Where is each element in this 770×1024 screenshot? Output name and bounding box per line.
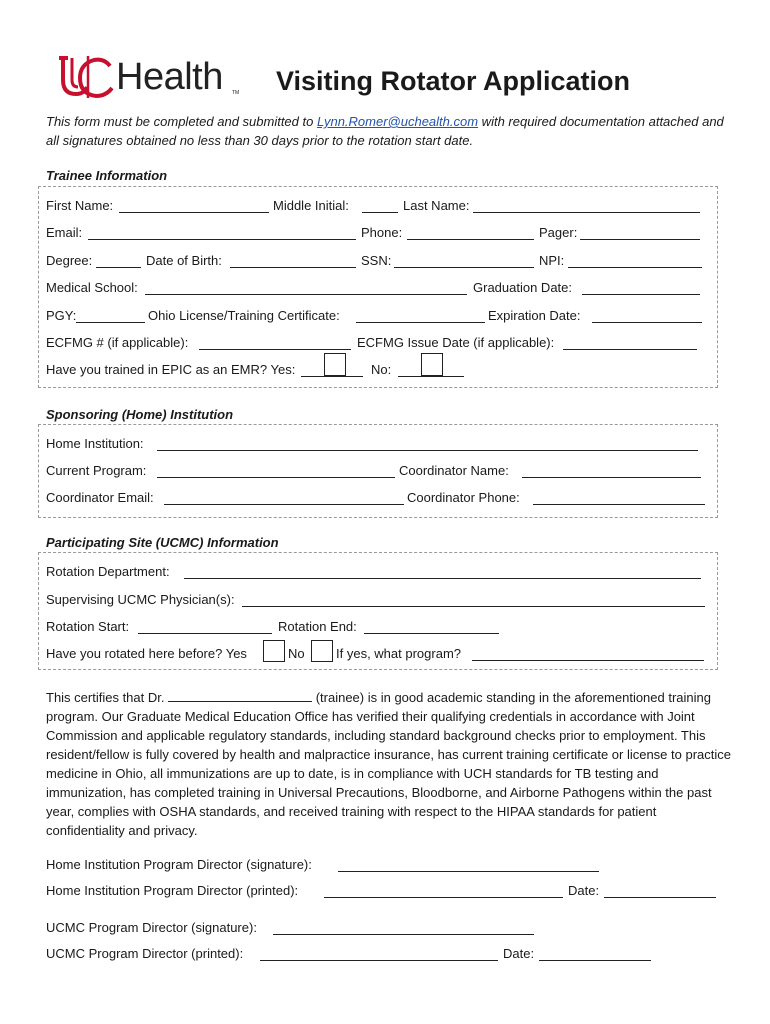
email-label: Email: xyxy=(46,225,83,240)
rotation-start-label: Rotation Start: xyxy=(46,619,130,634)
coordinator-phone-field[interactable] xyxy=(533,504,705,505)
home-institution-label: Home Institution: xyxy=(46,436,144,451)
degree-label: Degree: xyxy=(46,253,93,268)
ecfmg-field[interactable] xyxy=(199,349,351,350)
pager-field[interactable] xyxy=(580,239,700,240)
ucmc-date-field[interactable] xyxy=(539,960,651,961)
phone-label: Phone: xyxy=(361,225,403,240)
epic-yes-line xyxy=(301,376,363,377)
ucmc-date-label: Date: xyxy=(503,946,535,961)
npi-field[interactable] xyxy=(568,267,702,268)
ecfmg-issue-field[interactable] xyxy=(563,349,697,350)
coordinator-name-field[interactable] xyxy=(522,477,701,478)
intro-text xyxy=(46,112,726,150)
logo-tm: TM xyxy=(232,90,240,96)
dob-field[interactable] xyxy=(230,267,356,268)
ohio-license-field[interactable] xyxy=(356,322,485,323)
logo-brand-text: Health xyxy=(116,56,223,98)
coordinator-phone-label: Coordinator Phone: xyxy=(407,490,520,505)
ucmc-signature-label: UCMC Program Director (signature): xyxy=(46,920,257,935)
expiration-date-field[interactable] xyxy=(592,322,702,323)
rotation-end-field[interactable] xyxy=(364,633,499,634)
ssn-label: SSN: xyxy=(361,253,392,268)
home-signature-field[interactable] xyxy=(338,871,599,872)
home-date-label: Date: xyxy=(568,883,600,898)
sponsor-heading: Sponsoring (Home) Institution xyxy=(46,407,234,422)
home-printed-field[interactable] xyxy=(324,897,563,898)
supervising-physician-label: Supervising UCMC Physician(s): xyxy=(46,592,235,607)
ucmc-printed-field[interactable] xyxy=(260,960,498,961)
epic-yes-checkbox[interactable] xyxy=(324,353,346,376)
cert-before: This certifies that Dr. xyxy=(46,690,169,705)
supervising-physician-field[interactable] xyxy=(242,606,705,607)
medical-school-label: Medical School: xyxy=(46,280,138,295)
rotated-before-label: Have you rotated here before? Yes xyxy=(46,646,247,661)
coordinator-email-field[interactable] xyxy=(164,504,404,505)
degree-field[interactable] xyxy=(96,267,141,268)
epic-no-checkbox[interactable] xyxy=(421,353,443,376)
dob-label: Date of Birth: xyxy=(146,253,222,268)
rotation-department-label: Rotation Department: xyxy=(46,564,170,579)
medical-school-field[interactable] xyxy=(145,294,467,295)
ecfmg-label: ECFMG # (if applicable): xyxy=(46,335,189,350)
pager-label: Pager: xyxy=(539,225,578,240)
home-signature-label: Home Institution Program Director (signature): xyxy=(46,857,312,872)
home-institution-field[interactable] xyxy=(157,450,698,451)
middle-initial-field[interactable] xyxy=(362,212,398,213)
submission-email-link[interactable]: Lynn.Romer@uchealth.com xyxy=(316,114,479,129)
coordinator-email-label: Coordinator Email: xyxy=(46,490,154,505)
page-title: Visiting Rotator Application xyxy=(276,66,631,96)
current-program-label: Current Program: xyxy=(46,463,147,478)
trainee-section-box xyxy=(38,186,718,388)
first-name-field[interactable] xyxy=(119,212,269,213)
cert-after: (trainee) is in good academic standing in the aforementioned training program. Our Graduate Medical Education Office has verified their qualifying credentials in accordance with Joint Commission and applicable regulatory standards, including standard background checks prior to employment. This resident/fellow is fully covered by health and malpractice insurance, has current training certificate or license to practice medicine in Ohio, all immunizations are up to date, is in compliance with UCH standards for TB testing and immunization, has completed training in Universal Precautions, Bloodborne, and Airborne Pathogens within the past year, complies with OSHA standards, and received training with respect to the HIPAA standards for patient confidentiality and privacy. xyxy=(46,690,732,838)
uc-health-logo xyxy=(54,54,244,100)
trainee-heading: Trainee Information xyxy=(46,168,168,183)
intro-after: with required documentation attached and all signatures obtained no less than 30 days prior to the rotation start date. xyxy=(46,114,724,148)
rotation-start-field[interactable] xyxy=(138,633,272,634)
epic-question-label: Have you trained in EPIC as an EMR? Yes: xyxy=(46,362,296,377)
rotated-no-label: No xyxy=(288,646,305,661)
uc-logo-icon xyxy=(54,54,116,100)
pgy-label: PGY: xyxy=(46,308,77,323)
current-program-field[interactable] xyxy=(157,477,395,478)
if-yes-program-field[interactable] xyxy=(472,660,704,661)
last-name-label: Last Name: xyxy=(403,198,470,213)
npi-label: NPI: xyxy=(539,253,565,268)
graduation-date-field[interactable] xyxy=(582,294,700,295)
site-heading: Participating Site (UCMC) Information xyxy=(46,535,279,550)
certification-text xyxy=(46,688,736,840)
last-name-field[interactable] xyxy=(473,212,700,213)
epic-no-line xyxy=(398,376,464,377)
phone-field[interactable] xyxy=(407,239,534,240)
rotation-department-field[interactable] xyxy=(184,578,701,579)
ohio-license-label: Ohio License/Training Certificate: xyxy=(148,308,340,323)
first-name-label: First Name: xyxy=(46,198,114,213)
graduation-date-label: Graduation Date: xyxy=(473,280,573,295)
ucmc-signature-field[interactable] xyxy=(273,934,534,935)
rotation-end-label: Rotation End: xyxy=(278,619,357,634)
expiration-date-label: Expiration Date: xyxy=(488,308,581,323)
email-field[interactable] xyxy=(88,239,356,240)
home-printed-label: Home Institution Program Director (printed): xyxy=(46,883,299,898)
coordinator-name-label: Coordinator Name: xyxy=(399,463,509,478)
trainee-name-field[interactable] xyxy=(168,689,312,702)
ucmc-printed-label: UCMC Program Director (printed): xyxy=(46,946,244,961)
ssn-field[interactable] xyxy=(394,267,534,268)
ecfmg-issue-label: ECFMG Issue Date (if applicable): xyxy=(357,335,555,350)
if-yes-program-label: If yes, what program? xyxy=(336,646,461,661)
middle-initial-label: Middle Initial: xyxy=(273,198,349,213)
rotated-yes-checkbox[interactable] xyxy=(263,640,285,662)
intro-before: This form must be completed and submitted to xyxy=(46,114,317,129)
epic-no-label: No: xyxy=(371,362,392,377)
rotated-no-checkbox[interactable] xyxy=(311,640,333,662)
pgy-field[interactable] xyxy=(76,322,145,323)
home-date-field[interactable] xyxy=(604,897,716,898)
